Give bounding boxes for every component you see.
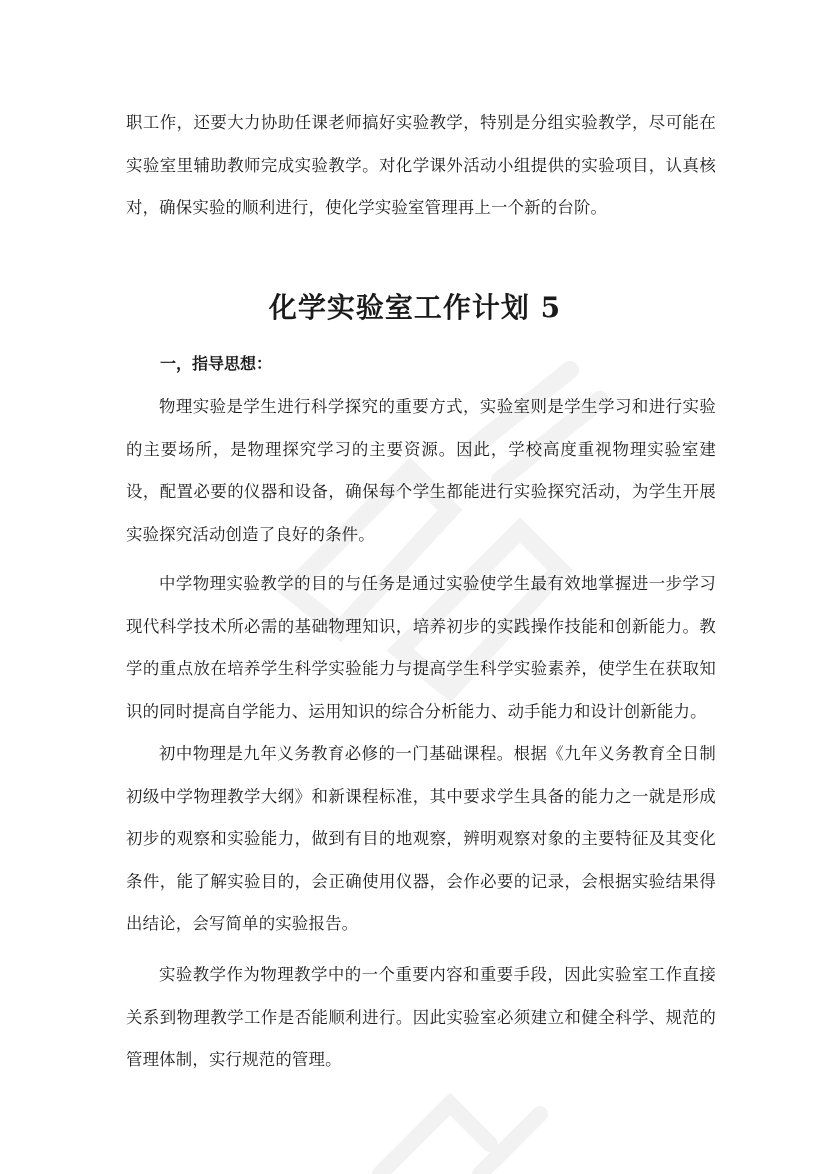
paragraph-1: 物理实验是学生进行科学探究的重要方式，实验室则是学生学习和进行实验的主要场所，是物理探究学习的主要资源。因此，学校高度重视物理实验室建设，配置必要的仪器和设备，确保每个学生都能进行实验探究活动，为学生开展实验探究活动创造了良好的条件。: [126, 397, 716, 544]
continuation-paragraph: 职工作，还要大力协助任课老师搞好实验教学，特别是分组实验教学，尽可能在实验室里辅助教师完成实验教学。对化学课外活动小组提供的实验项目，认真核对，确保实验的顺利进行，使化学实验室管理再上一个新的台阶。: [126, 113, 716, 217]
paragraph-4: 实验教学作为物理教学中的一个重要内容和重要手段，因此实验室工作直接关系到物理教学工作是否能顺利进行。因此实验室必须建立和健全科学、规范的管理体制，实行规范的管理。: [126, 965, 716, 1069]
section-title: 化学实验室工作计划 5: [268, 291, 562, 324]
paragraph-3: 初中物理是九年义务教育必修的一门基础课程。根据《九年义务教育全日制初级中学物理教学大纲》和新课程标准，其中要求学生具备的能力之一就是形成初步的观察和实验能力，做到有目的地观察，辨明观察对象的主要特征及其变化条件，能了解实验目的，会正确使用仪器，会作必要的记录，会根据实验结果得出结论，会写简单的实验报告。: [126, 744, 716, 933]
heading-guiding-ideology: 一，指导思想：: [160, 354, 273, 373]
watermark-logo-bottom: [360, 1080, 560, 1174]
paragraph-2: 中学物理实验教学的目的与任务是通过实验使学生最有效地掌握进一步学习现代科学技术所必需的基础物理知识，培养初步的实践操作技能和创新能力。教学的重点放在培养学生科学实验能力与提高学生科学实验素养，使学生在获取知识的同时提高自学能力、运用知识的综合分析能力、动手能力和设计创新能力。: [126, 574, 716, 721]
